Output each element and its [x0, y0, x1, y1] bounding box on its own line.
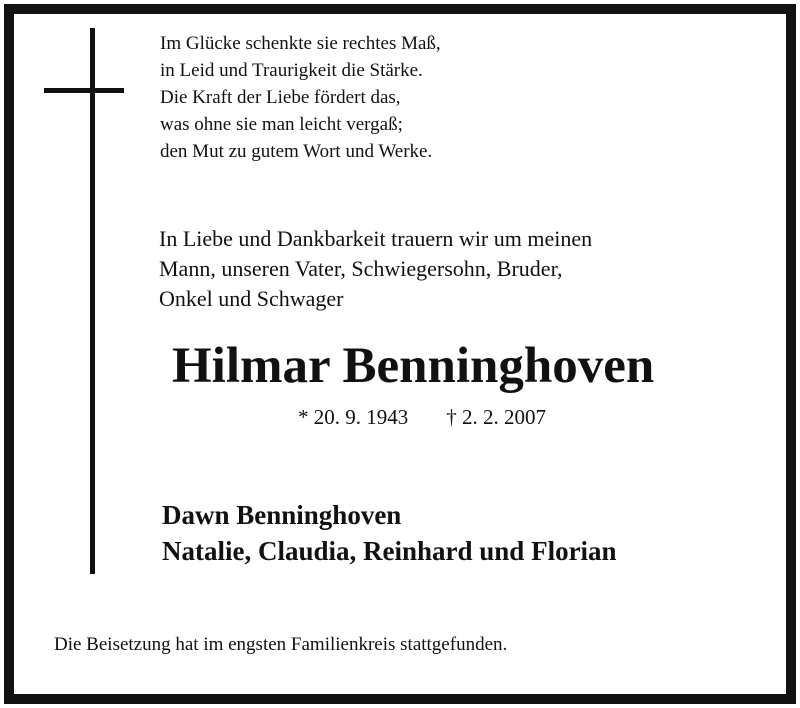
mourning-line: Mann, unseren Vater, Schwiegersohn, Bruder,	[159, 256, 563, 281]
poem-line: in Leid und Traurigkeit die Stärke.	[160, 60, 423, 81]
cross-icon-crossbar	[44, 88, 124, 93]
poem-line: Im Glücke schenkte sie rechtes Maß,	[160, 33, 441, 54]
obituary-notice	[14, 14, 786, 694]
poem-line: den Mut zu gutem Wort und Werke.	[160, 141, 433, 162]
cross-icon	[90, 28, 95, 574]
deceased-name: Hilmar Benninghoven	[172, 338, 655, 394]
memorial-poem	[160, 30, 441, 165]
obituary-border	[4, 4, 796, 704]
burial-notice: Die Beisetzung hat im engsten Familienkreis stattgefunden.	[54, 634, 508, 655]
survivor-line: Dawn Benninghoven	[162, 500, 402, 530]
mourning-statement	[159, 224, 592, 314]
survivors-list	[162, 497, 617, 569]
mourning-line: In Liebe und Dankbarkeit trauern wir um meinen	[159, 226, 593, 251]
poem-line: Die Kraft der Liebe fördert das,	[160, 87, 401, 108]
mourning-line: Onkel und Schwager	[159, 286, 344, 311]
poem-line: was ohne sie man leicht vergaß;	[160, 114, 403, 135]
death-date: † 2. 2. 2007	[446, 405, 546, 429]
life-dates	[298, 403, 546, 431]
birth-date: * 20. 9. 1943	[298, 405, 409, 429]
survivor-line: Natalie, Claudia, Reinhard und Florian	[162, 536, 617, 566]
